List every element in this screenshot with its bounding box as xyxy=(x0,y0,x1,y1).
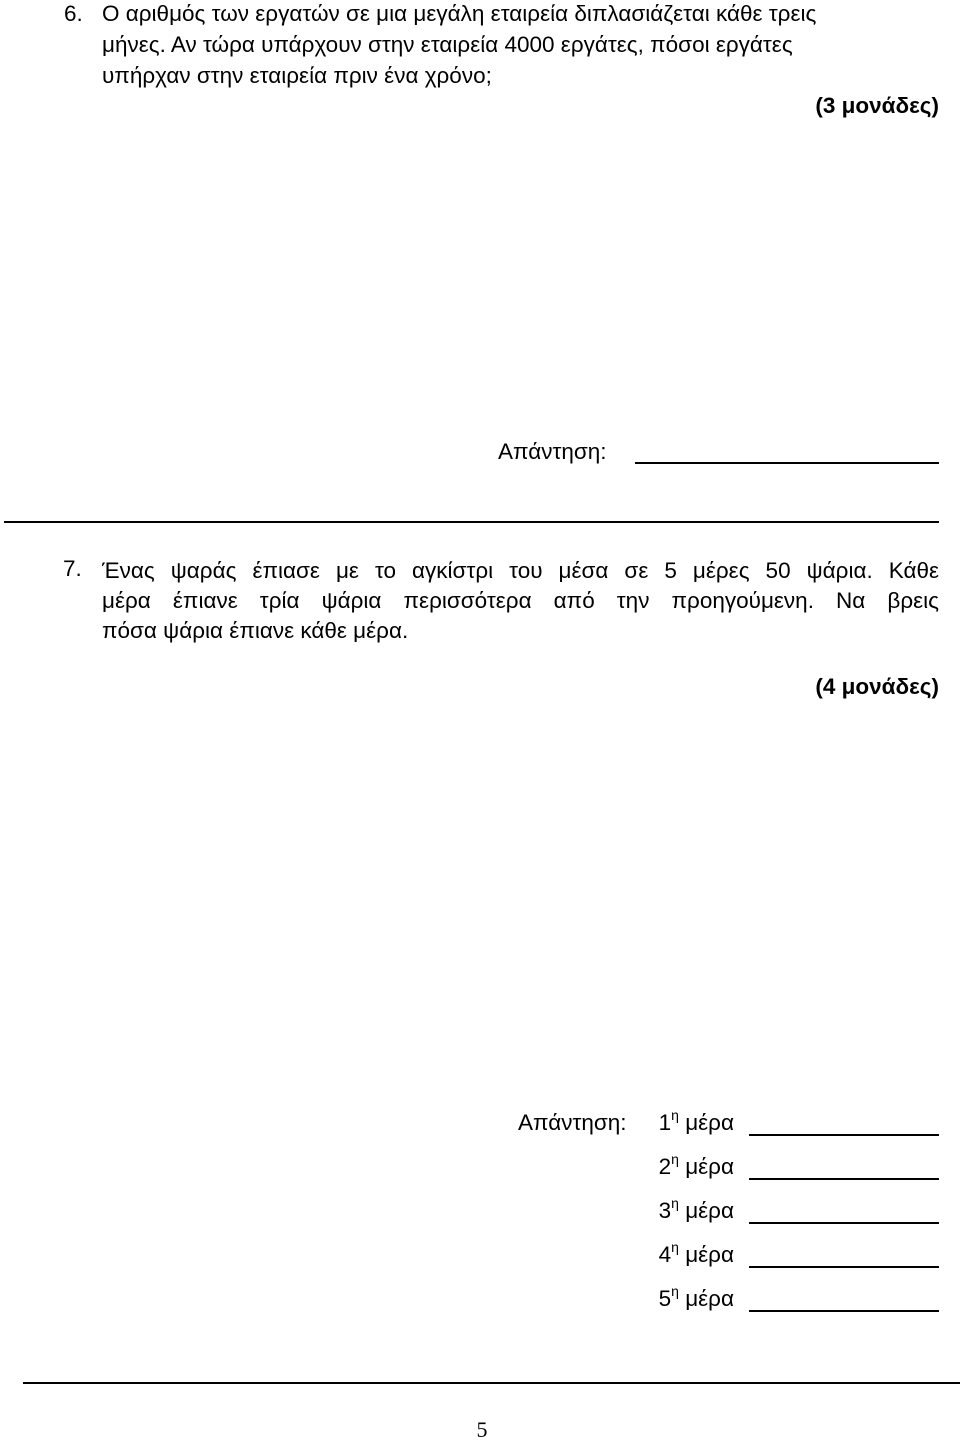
question-7-answer-label: Απάντηση: xyxy=(518,1110,627,1135)
question-6-text-line-2: μήνες. Αν τώρα υπάρχουν στην εταιρεία 4000 εργάτες, πόσοι εργάτες xyxy=(102,32,793,57)
page-number: 5 xyxy=(476,1417,488,1442)
question-7-number: 7. xyxy=(63,556,82,581)
day-4-answer-line[interactable] xyxy=(749,1266,939,1268)
section-separator xyxy=(4,521,939,523)
day-1-answer-line[interactable] xyxy=(749,1134,939,1136)
question-6-answer-line[interactable] xyxy=(635,462,939,464)
question-7-text-line-2: μέρα έπιανε τρία ψάρια περισσότερα από την προηγούμενη. Να βρεις xyxy=(102,588,939,613)
question-7-text-line-1: Ένας ψαράς έπιασε με το αγκίστρι του μέσα σε 5 μέρες 50 ψάρια. Κάθε xyxy=(102,558,939,583)
day-5-label: $5^\eta$ μέρα xyxy=(658,1283,734,1311)
day-4-label: $4^\eta$ μέρα xyxy=(658,1239,734,1267)
question-6-answer-label: Απάντηση: xyxy=(498,439,607,464)
question-7-points: (4 μονάδες) xyxy=(815,674,939,699)
day-3-answer-line[interactable] xyxy=(749,1222,939,1224)
day-3-label: $3^\eta$ μέρα xyxy=(658,1195,734,1223)
question-6-number: 6. xyxy=(64,1,83,26)
question-7-text-line-3: πόσα ψάρια έπιανε κάθε μέρα. xyxy=(102,618,409,643)
footer-separator xyxy=(23,1382,960,1384)
question-6-text-line-3: υπήρχαν στην εταιρεία πριν ένα χρόνο; xyxy=(102,63,492,88)
day-1-label: $1^\eta$ μέρα xyxy=(658,1107,734,1135)
question-6-text-line-1: Ο αριθμός των εργατών σε μια μεγάλη εταιρεία διπλασιάζεται κάθε τρεις xyxy=(102,1,817,26)
day-2-answer-line[interactable] xyxy=(749,1178,939,1180)
question-6-points: (3 μονάδες) xyxy=(815,93,939,118)
day-5-answer-line[interactable] xyxy=(749,1310,939,1312)
day-2-label: $2^\eta$ μέρα xyxy=(658,1151,734,1179)
